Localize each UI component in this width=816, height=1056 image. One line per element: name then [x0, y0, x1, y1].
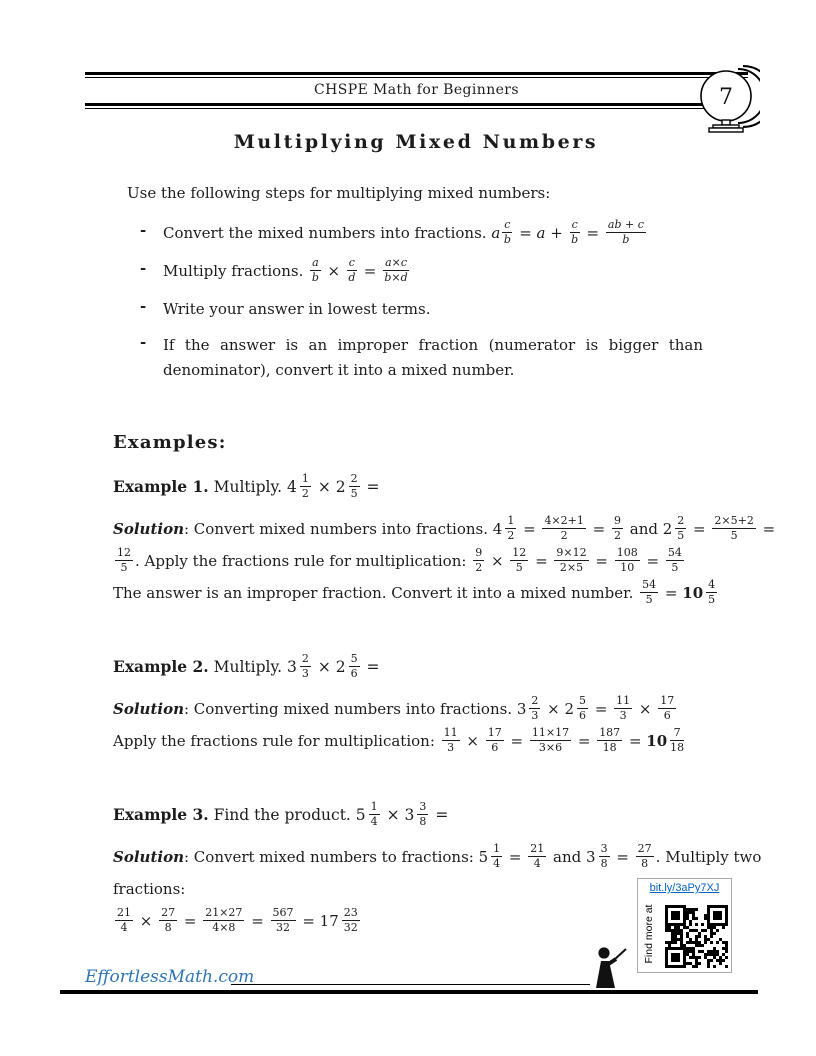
- step-item: [140, 218, 747, 247]
- mixed-number: 10 $\frac{7}{18}$: [646, 726, 685, 754]
- examples-heading: Examples:: [113, 432, 227, 454]
- fraction: $\frac{5}{6}$: [350, 652, 358, 680]
- mixed-number: 4 $\frac{1}{2}$: [287, 472, 309, 500]
- step-text: Convert the mixed numbers into fractions. a $\frac{c}{b}$ = a + $\frac{c}{b}$ = $\frac{ab + c}{b}$: [163, 218, 644, 246]
- example-solution: [113, 514, 776, 608]
- fraction: $\frac{54}{5}$: [667, 546, 682, 574]
- fraction: $\frac{17}{6}$: [487, 726, 502, 754]
- qr-link[interactable]: bit.ly/3aPy7XJ: [649, 882, 720, 894]
- mixed-number: 2 $\frac{5}{6}$: [564, 694, 587, 722]
- fraction: $\frac{11\times 17}{3\times 6}$: [531, 726, 570, 754]
- footer-thick-rule: [60, 990, 758, 994]
- steps-list: [140, 218, 747, 382]
- main-content: [85, 131, 776, 939]
- solution-line: $\frac{12}{5}$ . Apply the fractions rule for multiplication: $\frac{9}{2}$ × $\frac{12}{5}$ = $\frac{9\times 12}{2\times 5}$ = $\frac{108}{10}$ = $\frac{54}{5}$: [117, 546, 682, 574]
- qr-code: [665, 905, 728, 968]
- step-text: Multiply fractions. $\frac{a}{b}$ × $\frac{c}{d}$ = $\frac{a\times c}{b\times d}$: [163, 256, 408, 284]
- mixed-number: 5 $\frac{1}{4}$: [355, 800, 378, 828]
- step-item: [140, 256, 747, 285]
- example-header: Example 3. Find the product. 5 $\frac{1}{4}$ × 3 $\frac{3}{8}$ =: [113, 800, 449, 828]
- mixed-number: 17 $\frac{23}{32}$: [319, 906, 358, 934]
- fraction: $\frac{2}{3}$: [301, 652, 309, 680]
- solution-line: $\frac{21}{4}$ × $\frac{27}{8}$ = $\frac{21\times 27}{4\times 8}$ = $\frac{567}{32}$ = 17 $\frac{23}{32}$: [113, 907, 747, 936]
- mixed-number: 3 $\frac{2}{3}$: [516, 694, 539, 722]
- bullet-dash: -: [140, 221, 147, 239]
- fraction: $\frac{ab + c}{b}$: [607, 218, 644, 246]
- fraction: $\frac{3}{8}$: [600, 842, 608, 870]
- example-block: [113, 652, 747, 756]
- qr-caption: Find more at: [643, 904, 655, 964]
- book-title: CHSPE Math for Beginners: [314, 82, 519, 98]
- mixed-number: 3 $\frac{2}{3}$: [287, 652, 309, 680]
- fraction: $\frac{567}{32}$: [272, 906, 294, 934]
- bullet-dash: -: [140, 259, 147, 278]
- fraction: $\frac{108}{10}$: [616, 546, 638, 574]
- fraction: $\frac{12}{5}$: [117, 546, 131, 574]
- presenter-icon: [589, 944, 631, 988]
- fraction: $\frac{7}{18}$: [670, 726, 685, 754]
- bullet-dash: -: [140, 297, 147, 316]
- fraction: $\frac{27}{8}$: [637, 842, 652, 870]
- fraction: $\frac{2}{5}$: [350, 472, 358, 500]
- step-item: [140, 333, 747, 382]
- fraction: $\frac{5}{6}$: [579, 694, 587, 722]
- solution-line: fractions:: [113, 880, 186, 899]
- fraction: $\frac{187}{18}$: [599, 726, 621, 754]
- globe-page-number-icon: [698, 62, 760, 134]
- fraction: $\frac{23}{32}$: [343, 906, 358, 934]
- solution-line: Solution: Convert mixed numbers into fractions. 4 $\frac{1}{2}$ = $\frac{4\times 2+1}{2}$ = $\frac{9}{2}$ and 2 $\frac{2}{5}$ = $\frac{2\times 5+2}{5}$ =: [113, 514, 776, 542]
- fraction: $\frac{2}{3}$: [531, 694, 539, 722]
- mixed-number: 2 $\frac{2}{5}$: [662, 514, 685, 542]
- bullet-dash: -: [140, 333, 147, 352]
- fraction: $\frac{4}{5}$: [708, 578, 716, 606]
- fraction: $\frac{9}{2}$: [475, 546, 483, 574]
- step-text: Write your answer in lowest terms.: [163, 300, 431, 319]
- solution-line: Solution: Converting mixed numbers into fractions. 3 $\frac{2}{3}$ × 2 $\frac{5}{6}$ = $\frac{11}{3}$ × $\frac{17}{6}$: [113, 694, 675, 722]
- mixed-number: 10 $\frac{4}{5}$: [682, 578, 716, 606]
- fraction: $\frac{11}{3}$: [616, 694, 631, 722]
- header-bottom-rule: [85, 103, 748, 109]
- fraction: $\frac{1}{2}$: [301, 472, 309, 500]
- fraction: $\frac{9\times 12}{2\times 5}$: [556, 546, 587, 574]
- fraction: $\frac{a\times c}{b\times d}$: [384, 256, 408, 284]
- fraction: $\frac{1}{4}$: [370, 800, 378, 828]
- fraction: $\frac{9}{2}$: [613, 514, 621, 542]
- fraction: $\frac{54}{5}$: [642, 578, 657, 606]
- fraction: $\frac{12}{5}$: [512, 546, 527, 574]
- mixed-number: 3 $\frac{3}{8}$: [586, 842, 608, 870]
- mixed-number: 3 $\frac{3}{8}$: [404, 800, 427, 828]
- page-title: Multiplying Mixed Numbers: [233, 131, 599, 153]
- examples-list: [85, 472, 776, 936]
- fraction: $\frac{21}{4}$: [117, 906, 131, 934]
- fraction: $\frac{a}{b}$: [311, 256, 319, 284]
- step-item: [140, 297, 747, 321]
- fraction: $\frac{2\times 5+2}{5}$: [714, 514, 754, 542]
- mixed-number: 2 $\frac{5}{6}$: [335, 652, 358, 680]
- fraction: $\frac{c}{b}$: [503, 218, 511, 246]
- mixed-number: 2 $\frac{2}{5}$: [335, 472, 358, 500]
- fraction: $\frac{27}{8}$: [161, 906, 176, 934]
- mixed-number: 4 $\frac{1}{2}$: [492, 514, 515, 542]
- page-number: 7: [719, 85, 733, 110]
- qr-panel: [637, 878, 732, 973]
- solution-line: Solution: Convert mixed numbers to fractions: 5 $\frac{1}{4}$ = $\frac{21}{4}$ and 3 $\frac{3}{8}$ = $\frac{27}{8}$ . Multiply two: [113, 842, 762, 870]
- mixed-number: 5 $\frac{1}{4}$: [478, 842, 501, 870]
- step-text: If the answer is an improper fraction (numerator is bigger than denominator), convert it into a mixed number.: [163, 336, 703, 379]
- intro-text: Use the following steps for multiplying mixed numbers:: [127, 184, 551, 202]
- footer-thin-rule: [231, 984, 590, 985]
- example-header: Example 2. Multiply. 3 $\frac{2}{3}$ × 2 $\frac{5}{6}$ =: [113, 652, 380, 680]
- fraction: $\frac{11}{3}$: [443, 726, 458, 754]
- fraction: $\frac{21}{4}$: [530, 842, 545, 870]
- example-block: [113, 472, 776, 608]
- fraction: $\frac{c}{b}$: [571, 218, 579, 246]
- fraction: $\frac{4\times 2+1}{2}$: [544, 514, 584, 542]
- fraction: $\frac{21\times 27}{4\times 8}$: [205, 906, 243, 934]
- example-solution: [113, 695, 747, 756]
- page-header: [85, 72, 748, 109]
- fraction: $\frac{2}{5}$: [677, 514, 685, 542]
- solution-line: Apply the fractions rule for multiplication: $\frac{11}{3}$ × $\frac{17}{6}$ = $\frac{11\times 17}{3\times 6}$ = $\frac{187}{18}$ = 10 $\frac{7}{18}$: [113, 726, 685, 754]
- example-header: Example 1. Multiply. 4 $\frac{1}{2}$ × 2 $\frac{2}{5}$ =: [113, 472, 380, 500]
- fraction: $\frac{1}{2}$: [507, 514, 515, 542]
- fraction: $\frac{3}{8}$: [419, 800, 427, 828]
- site-name: EffortlessMath.com: [85, 967, 255, 987]
- fraction: $\frac{17}{6}$: [660, 694, 675, 722]
- fraction: $\frac{1}{4}$: [493, 842, 501, 870]
- solution-line: The answer is an improper fraction. Convert it into a mixed number. $\frac{54}{5}$ = 10 $\frac{4}{5}$: [113, 579, 747, 608]
- fraction: $\frac{c}{d}$: [348, 256, 356, 284]
